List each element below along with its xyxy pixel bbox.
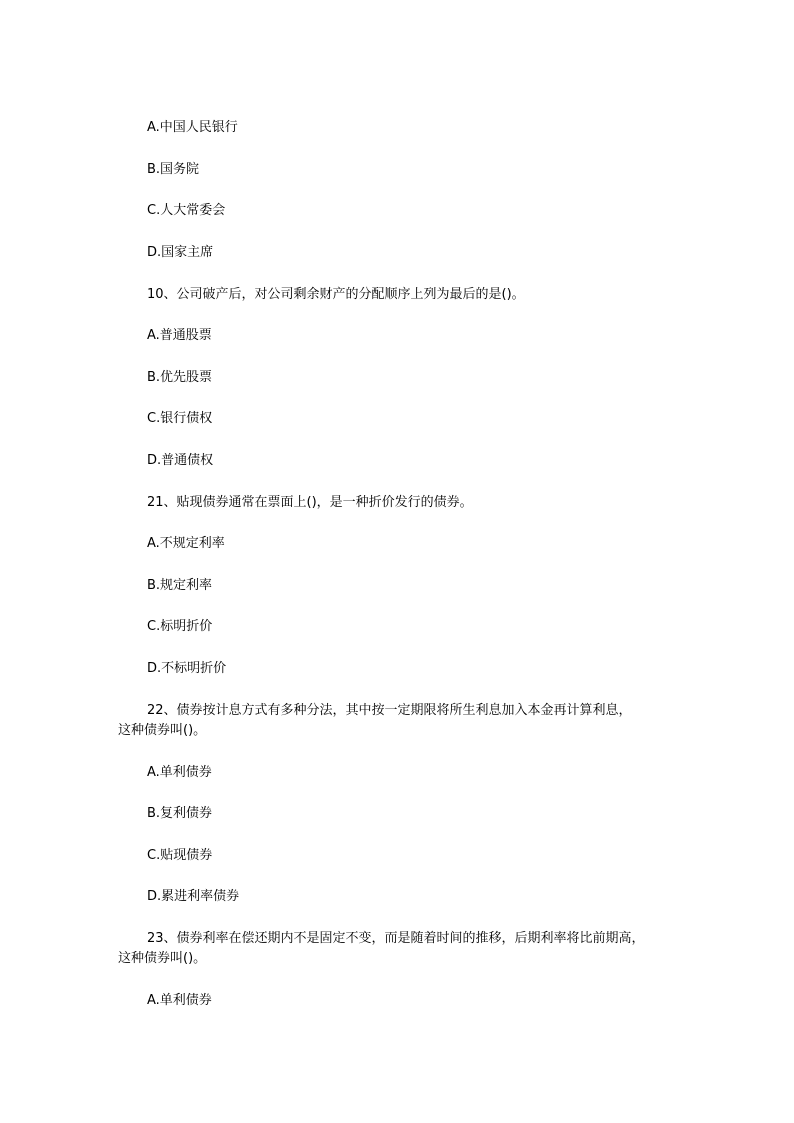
option-a: A.单利债券 — [147, 765, 212, 780]
option-a: A.中国人民银行 — [147, 120, 238, 135]
option-a: A.普通股票 — [147, 328, 212, 343]
question-23-continuation: 这种债券叫()。 — [118, 951, 207, 966]
question-22-continuation: 这种债券叫()。 — [118, 723, 207, 738]
option-d: D.国家主席 — [147, 245, 214, 260]
option-a: A.单利债券 — [147, 993, 212, 1008]
option-b: B.国务院 — [147, 162, 200, 177]
option-b: B.复利债券 — [147, 806, 213, 821]
option-c: C.贴现债券 — [147, 848, 213, 863]
option-d: D.不标明折价 — [147, 661, 227, 676]
option-c: C.银行债权 — [147, 411, 213, 426]
option-b: B.优先股票 — [147, 370, 213, 385]
question-10: 10、公司破产后，对公司剩余财产的分配顺序上列为最后的是()。 — [147, 287, 525, 302]
question-22: 22、债券按计息方式有多种分法，其中按一定期限将所生利息加入本金再计算利息， — [147, 703, 632, 718]
question-23: 23、债券利率在偿还期内不是固定不变，而是随着时间的推移，后期利率将比前期高， — [147, 931, 645, 946]
option-b: B.规定利率 — [147, 578, 213, 593]
option-a: A.不规定利率 — [147, 536, 225, 551]
question-21: 21、贴现债券通常在票面上()，是一种折价发行的债券。 — [147, 495, 473, 510]
option-c: C.标明折价 — [147, 619, 213, 634]
option-d: D.普通债权 — [147, 453, 214, 468]
option-c: C.人大常委会 — [147, 203, 226, 218]
option-d: D.累进利率债券 — [147, 889, 240, 904]
